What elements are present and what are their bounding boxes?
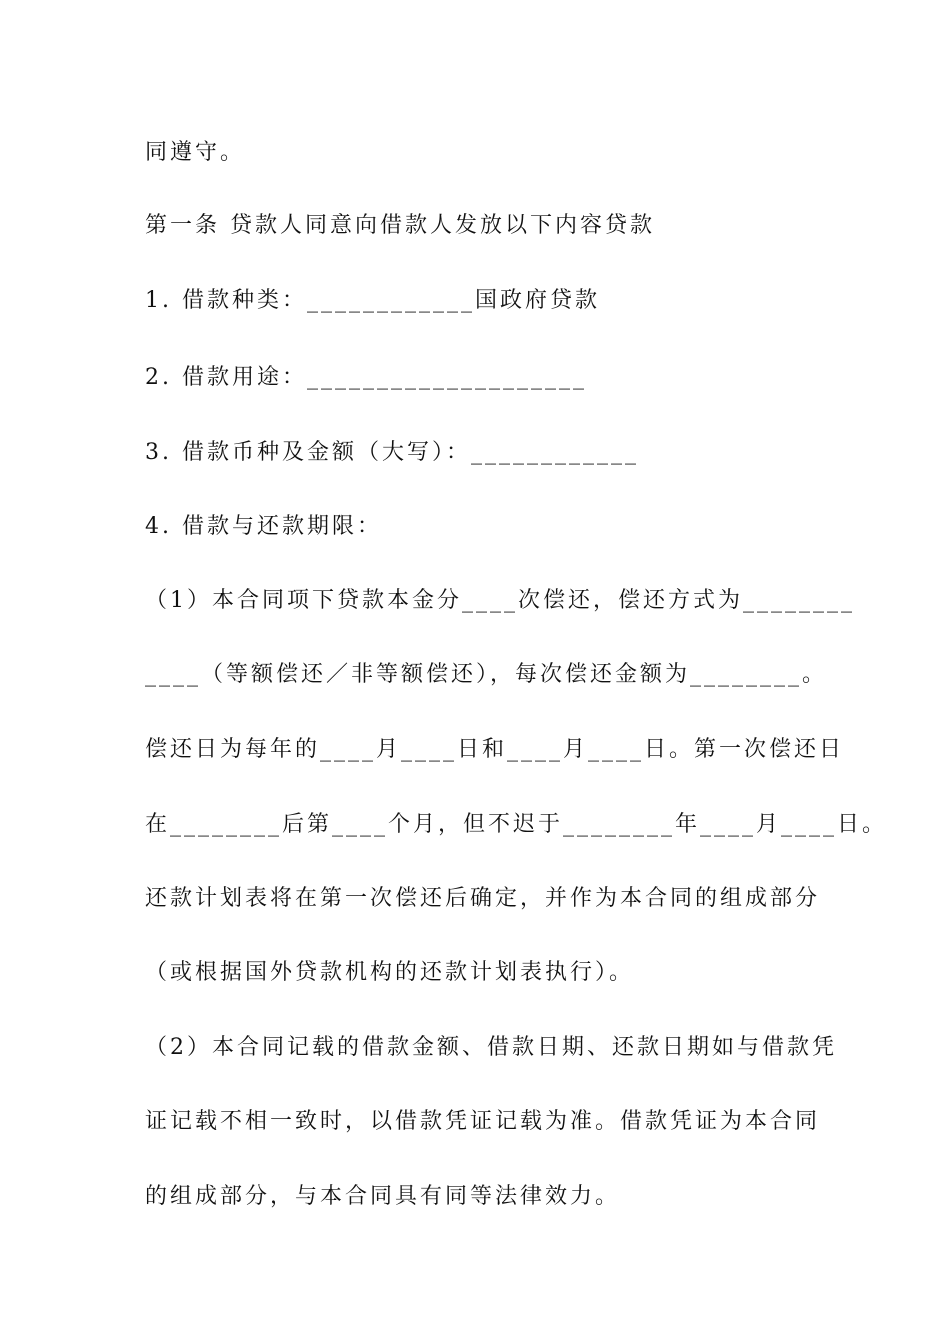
text-line: （1）本合同项下贷款本金分____次偿还，偿还方式为________	[145, 588, 855, 613]
text-line: 在________后第____个月，但不迟于________年____月____日。	[145, 812, 888, 837]
text-line: ____（等额偿还／非等额偿还），每次偿还金额为________。	[145, 662, 828, 687]
text-line: 偿还日为每年的____月____日和____月____日。第一次偿还日	[145, 737, 845, 762]
text-line: 还款计划表将在第一次偿还后确定，并作为本合同的组成部分	[145, 886, 821, 911]
text-line: 3. 借款币种及金额（大写）：____________	[145, 440, 639, 465]
text-line: （2）本合同记载的借款金额、借款日期、还款日期如与借款凭	[145, 1035, 837, 1060]
text-line: 同遵守。	[145, 140, 246, 165]
text-line: 证记载不相一致时，以借款凭证记载为准。借款凭证为本合同	[145, 1109, 821, 1134]
article-heading: 第一条 贷款人同意向借款人发放以下内容贷款	[145, 213, 655, 238]
text-line: 4. 借款与还款期限：	[145, 514, 382, 539]
text-line: 2. 借款用途：____________________	[145, 365, 587, 390]
text-line: 1. 借款种类：____________国政府贷款	[145, 288, 600, 313]
text-line: 的组成部分，与本合同具有同等法律效力。	[145, 1184, 621, 1209]
text-line: （或根据国外贷款机构的还款计划表执行）。	[145, 960, 635, 985]
